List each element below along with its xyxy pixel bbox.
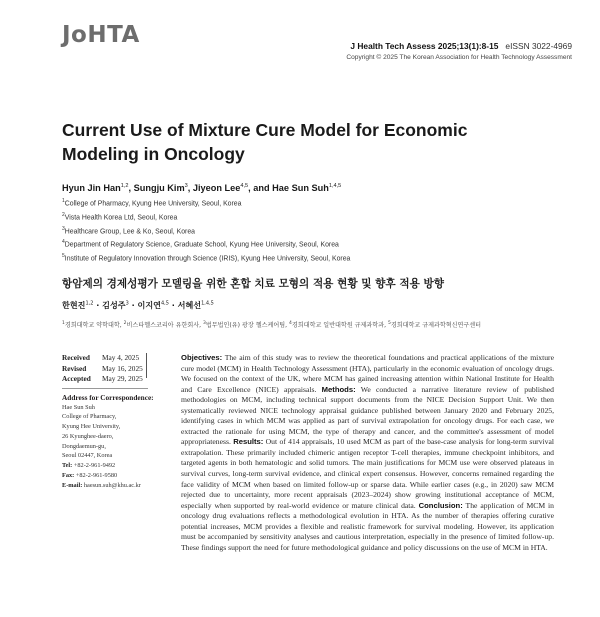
- correspondence-line: Kyung Hee University,: [62, 423, 121, 431]
- affiliation: [62, 196, 350, 210]
- citation-line: [346, 41, 572, 53]
- author-name: Hae Sun Suh: [272, 183, 329, 194]
- korean-affiliation-text: 경희대학교 약학대학,: [64, 322, 124, 329]
- eissn: eISSN 3022-4969: [505, 41, 572, 51]
- affiliation-text: Vista Health Korea Ltd, Seoul, Korea: [64, 214, 178, 222]
- date-revised: [62, 364, 170, 375]
- korean-affiliation-num: 2: [123, 320, 127, 326]
- correspondence-heading: Address for Correspondence:: [62, 392, 154, 402]
- affiliation: [62, 251, 350, 265]
- correspondence-line: Seoul 02447, Korea: [62, 452, 113, 460]
- affiliation-num: 3: [62, 225, 65, 232]
- contact-tel: [62, 461, 170, 471]
- author-name: Sungju Kim: [133, 183, 185, 194]
- author-sup: 3: [184, 183, 188, 189]
- citation-block: [346, 41, 572, 62]
- affiliation: [62, 224, 350, 238]
- abstract-objectives-label: Objectives:: [181, 353, 223, 362]
- korean-author-sup: 1,4,5: [201, 300, 214, 307]
- abstract-objectives: The aim of this study was to review the theoretical foundations and practical applications of the mixture cure model (MCM) in Health Technology Assessment (HTA), particularly in the economic evaluation of oncology drugs. We focused on the context of the UK, where MCM has gained increasing attention within National Institute for Health and Care Excellence (NICE) appraisals.: [181, 353, 554, 394]
- contact-fax: [62, 471, 170, 481]
- correspondence-line: College of Pharmacy,: [62, 413, 117, 421]
- korean-title: 항암제의 경제성평가 모델링을 위한 혼합 치료 모형의 적용 현황 및 향후 적용 방향: [62, 278, 444, 290]
- author-sep: ,: [128, 183, 134, 194]
- correspondence-line: Dongdaemun-gu,: [62, 442, 106, 450]
- korean-author-name: 한현진: [62, 300, 86, 310]
- date-value: May 4, 2025: [102, 353, 140, 362]
- email-link[interactable]: haesun.suh@khu.ac.kr: [82, 481, 141, 489]
- author-name: Jiyeon Lee: [192, 183, 241, 194]
- date-accepted: [62, 374, 170, 385]
- korean-author-name: 이지연: [137, 300, 161, 310]
- affiliation-num: 4: [62, 239, 65, 246]
- abstract-methods: We conducted a narrative literature review of published methodologies on MCM, including technical support documents from the NICE Decision Support Unit. We then systematically reviewed NICE technology appraisal guidance published between January 2020 and February 2025, identifying cases in which MCM was applied as part of survival extrapolation for oncology drugs. For each case, we extracted the rationale for using MCM, the type of therapy and cancer, and the committee's assessment of model appropriateness.: [181, 384, 554, 447]
- korean-affiliation-text: 경희대학교 규제과학혁신연구센터: [390, 322, 482, 329]
- author-name: Hyun Jin Han: [62, 183, 121, 194]
- korean-author-name: 서혜선: [177, 300, 202, 310]
- author-sup: 1,4,5: [328, 183, 342, 189]
- abstract-conclusion: The application of MCM in oncology drug evaluations reflects a methodological evolution in HTA. As the number of therapies offering curative potential increases, MCM provides a flexible and realistic framework for survival modeling. However, its application must be accompanied by sensitivity analyses and cautious interpretation, especially in the presence of limited follow-up. These findings support the need for future methodological guidance and policy discussions on the use of MCM in HTA.: [181, 500, 554, 552]
- affiliation-num: 5: [62, 253, 65, 260]
- affiliation-num: 1: [62, 198, 65, 204]
- abstract-methods-label: Methods:: [321, 384, 356, 394]
- korean-author-sep: ·: [168, 300, 178, 310]
- korean-affiliation-num: 1: [62, 320, 65, 326]
- contact-label: E-mail:: [62, 481, 83, 489]
- affiliation-text: Institute of Regulatory Innovation through Science (IRIS), Kyung Hee University, Seoul, Korea: [64, 255, 351, 263]
- korean-affiliation-text: 법무법인(유) 광장 헬스케어팀,: [205, 322, 290, 329]
- journal-logo: JoHTA: [62, 22, 140, 48]
- korean-affiliation-text: 비스타헬스코리아 유한회사,: [126, 322, 203, 329]
- korean-author-sup: 3: [125, 300, 129, 307]
- date-value: May 29, 2025: [102, 374, 143, 383]
- date-received: [62, 353, 170, 364]
- date-value: May 16, 2025: [102, 363, 143, 373]
- author-sup: 4,5: [240, 183, 249, 189]
- affiliation-num: 2: [62, 211, 65, 218]
- korean-author-sep: ·: [93, 300, 103, 310]
- korean-author-name: 김성주: [102, 300, 126, 310]
- abstract-results: Out of 414 appraisals, 10 used MCM as part of the base-case analysis for long-term survival extrapolation. These primarily included chimeric antigen receptor T-cell therapies, immune checkpoint inhibitors, and targeted agents in both hematologic and solid tumors. The main justifications for MCM use were observed plateaus in survival curves, long-term survival evidence, and clinical expert consensus. However, concerns remained regarding the face validity of MCM when based on limited follow-up or sparse data. While earlier cases (e.g., in 2020) saw MCM rejected due to uncertainty, more recent appraisals (2023–2024) show growing institutional acceptance of MCM, especially when supported by real-world evidence or mature clinical data.: [181, 437, 554, 510]
- korean-affiliation-num: 4: [289, 320, 292, 326]
- affiliation: [62, 237, 350, 251]
- abstract-results-label: Results:: [233, 437, 264, 447]
- abstract: [181, 353, 554, 553]
- affiliation-text: Healthcare Group, Lee & Ko, Seoul, Korea: [64, 227, 196, 235]
- date-label: Received: [62, 353, 90, 362]
- korean-author-sup: 1,2: [85, 300, 94, 307]
- korean-author-list: [62, 300, 214, 311]
- author-sup: 1,2: [120, 183, 129, 189]
- contact-value: +82-2-961-9492: [72, 462, 116, 470]
- korean-affiliation-text: 경희대학교 일반대학원 규제과학과,: [291, 322, 388, 329]
- divider: [62, 388, 148, 389]
- citation: J Health Tech Assess 2025;13(1):8-15: [350, 41, 499, 51]
- contact-label: Tel:: [62, 462, 73, 470]
- affiliation-text: Department of Regulatory Science, Graduate School, Kyung Hee University, Seoul, Korea: [64, 241, 339, 249]
- article-info-sidebar: [62, 353, 170, 491]
- affiliation-list: [62, 196, 350, 265]
- contact-label: Fax:: [62, 472, 75, 480]
- korean-author-sep: ·: [128, 300, 138, 310]
- korean-affiliation-num: 3: [203, 320, 206, 326]
- author-sep: ,: [187, 183, 193, 194]
- korean-author-sup: 4,5: [160, 300, 169, 307]
- author-sep: , and: [248, 183, 273, 194]
- author-list: [62, 183, 341, 193]
- date-label: Revised: [62, 363, 87, 373]
- correspondence-line: Hae Sun Suh: [62, 403, 95, 411]
- abstract-conclusion-label: Conclusion:: [418, 500, 463, 510]
- copyright: Copyright © 2025 The Korean Association for Health Technology Assessment: [346, 53, 572, 61]
- contact-value: +82-2-961-9580: [74, 472, 118, 480]
- korean-affiliation-num: 5: [387, 320, 391, 326]
- article-title: Current Use of Mixture Cure Model for Economic Modeling in Oncology: [62, 120, 468, 164]
- affiliation: [62, 210, 350, 224]
- date-label: Accepted: [62, 374, 91, 383]
- korean-affiliations: [62, 320, 481, 329]
- contact-email: [62, 481, 170, 491]
- affiliation-text: College of Pharmacy, Kyung Hee University, Seoul, Korea: [64, 200, 242, 208]
- correspondence-line: 26 Kyunghee-daero,: [62, 432, 114, 440]
